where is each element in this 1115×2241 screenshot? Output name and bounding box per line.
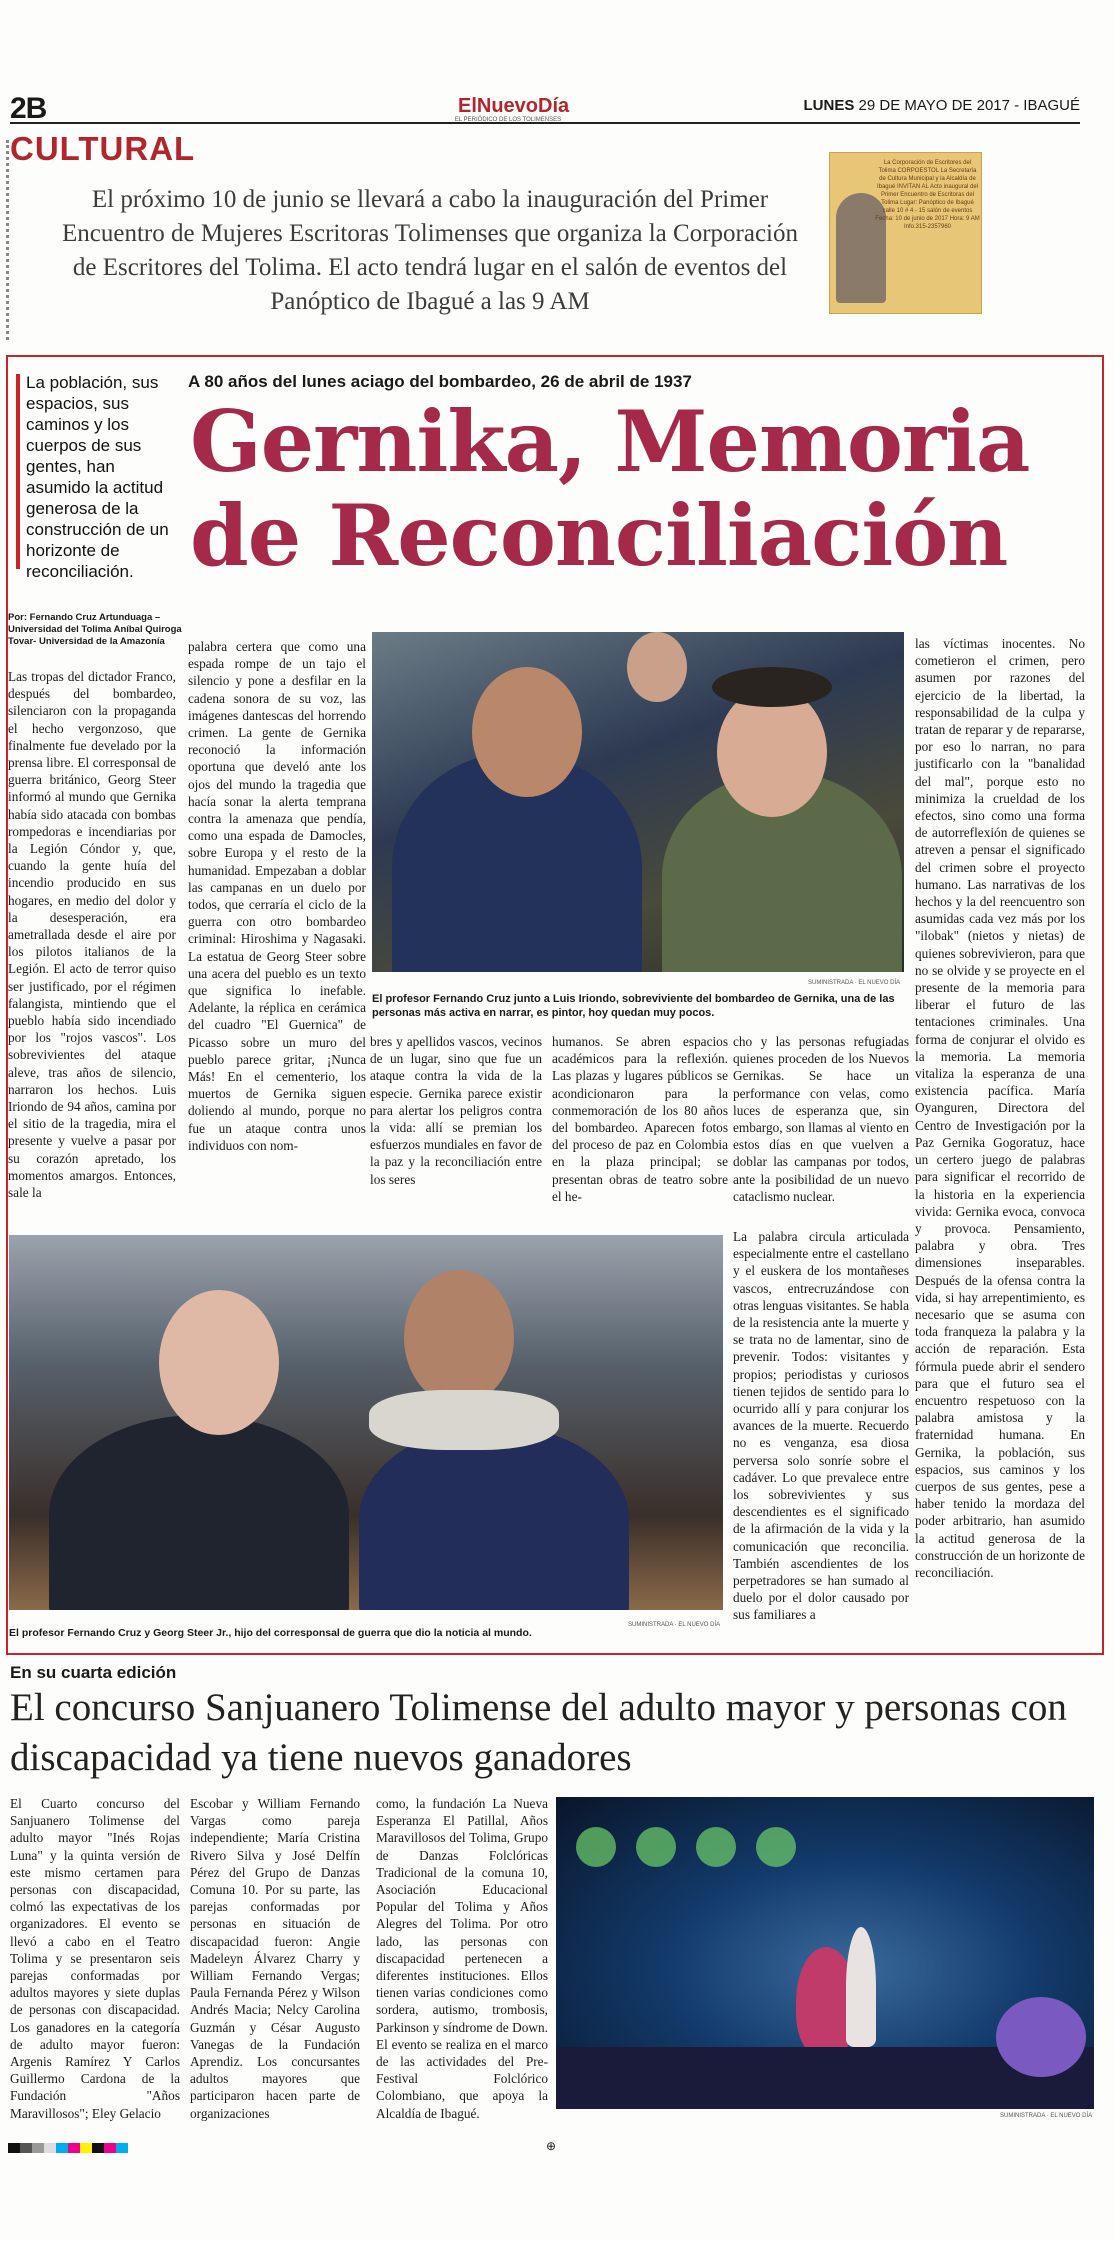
- date-rest: 29 DE MAYO DE 2017 - IBAGUÉ: [858, 97, 1080, 114]
- article-byline: Por: Fernando Cruz Artunduaga – Universidad del Tolima Aníbal Quiroga Tovar- Universidad de la Amazonía: [8, 612, 182, 647]
- issue-date: [804, 97, 1081, 114]
- article-column-6: las víctimas inocentes. No cometieron el crimen, pero asumen por razones del ejercicio de la libertad, la responsabilidad de la culpa y tratan de reparar y de repararse, por eso lo narran, no para justificarlo con la "banalidad del mal", porque esto no minimiza la crueldad de los efectos, sino como una forma de autorreflexión de quienes se atreven a pensar el significado del crimen sobre el proyecto humano. Las narrativas de los hechos y la del reencuentro son asumidas cada vez más por los "ilobak" (nietos y nietas) de quienes sobrevivieron, para que no se olvide y se proyecte en el presente de la memoria para liberar el futuro de las tentaciones criminales. Una forma de conjurar el olvido es la memoria. La memoria vitaliza la esperanza de una existencia pacífica. María Oyanguren, Directora del Centro de Investigación por la Paz Gernika Gogoratuz, hace un certero juego de palabras para significar el recorrido de la historia en la experiencia vivida: Gernika evoca, convoca y provoca. Pensamiento, palabra y obra. Tres dimensiones inseparables. Después de la ofensa contra la vida, si hay arrepentimiento, es necesario que se asuma con toda franqueza la palabra y la acción de reparación. Esta fórmula puede abrir el sendero para que el futuro sea el encuentro respetuoso con la palabra amistosa y la fraternidad humana. En Gernika, la población, sus espacios, sus caminos y los cuerpos de sus gentes, pese a haber tenido la mordaza del poder arbitrario, han asumido la actitud generosa de la construcción de un horizonte de reconciliación.: [915, 636, 1085, 1580]
- article-column-1: Las tropas del dictador Franco, después del bombardeo, silenciaron con la propaganda el hecho vergonzoso, que finalmente fue develado por la prensa libre. El corresponsal de guerra británico, Georg Steer informó al mundo que Gernika había sido atacada con bombas rompedoras e incendiarias por la Legión Cóndor y, que, cuando la gente huía del incendio producido en sus hogares, en medio del dolor y la desesperación, era ametrallada desde el aire por los pilotos italianos de la Legión. El acto de terror quiso ser justificado, por el régimen falangista, mintiendo que el pueblo había sido incendiado por los "rojos vascos". Los sobrevivientes del ataque aleve, tras años de silencio, narraron los hechos. Luis Iriondo de 94 años, camina por el sitio de la tragedia, mira el presente y vuelve a pasar por su corazón apretado, los momentos amargos. Entonces, sale la: [8, 669, 176, 1201]
- article2-kicker: En su cuarta edición: [10, 1663, 177, 1682]
- article-column-5b: La palabra circula articulada especialmente entre el castellano y el euskera de los montañeses vascos, entrecruzándose con otras lenguas visitantes. Se habla de la resistencia ante la muerte y se trata no de lamentar, sino de prevenir. Todos: visitantes y propios; periodistas y curiosos tienen tejidos de sentido para lo ocurrido allí y para conjurar los avances de la muerte. Recuerdo no es venganza, esa diosa perversa solo sonríe sobre el cadáver. Lo que prevalece entre los sobrevivientes y sus descendientes es el significado de la afirmación de la vida y la comunicación que reconcilia. También ascendientes de los perpetradores se han sumado al duelo por el dolor causado por sus familiares a: [733, 1229, 909, 1623]
- article2-column-3: como, la fundación La Nueva Esperanza El Patillal, Años Maravillosos del Tolima, Grupo de Danzas Folclóricas Tradicional de la comuna 10, Asociación Educacional Popular del Tolima y Años Alegres del Tolima. Por otro lado, las personas con discapacidad pertenecen a diferentes instituciones. Ellos tienen varias condiciones como sordera, autismo, trombosis, Parkinson y síndrome de Down. El evento se realiza en el marco de las actividades del Pre-Festival Folclórico Colombiano, que apoya la Alcaldía de Ibagué.: [376, 1796, 548, 2121]
- photo3-credit: SUMINISTRADA · EL NUEVO DÍA: [1000, 2113, 1093, 2119]
- newspaper-logo: ElNuevoDía: [458, 95, 570, 117]
- photo-cruz-steer: [9, 1235, 723, 1610]
- article-column-4: humanos. Se abren espacios académicos para la reflexión. Las plazas y lugares públicos se acondicionaron para la conmemoración de los 80 años del bombardeo. Aparecen fotos del proceso de paz en Colombia en la plaza principal; se presentan obras de teatro sobre el he-: [552, 1034, 728, 1204]
- article2-headline: El concurso Sanjuanero Tolimense del adulto mayor y personas con discapacidad ya tiene nuevos ganadores: [10, 1686, 1067, 1779]
- logo-tagline: EL PERIÓDICO DE LOS TOLIMENSES: [454, 117, 562, 123]
- photo2-credit: SUMINISTRADA · EL NUEVO DÍA: [628, 1622, 721, 1628]
- photo1-credit: SUMINISTRADA · EL NUEVO DÍA: [808, 980, 901, 986]
- photo-dance-stage: [556, 1797, 1094, 2109]
- ad-text: La Corporación de Escritores del Tolima CORPOESTOL La Secretaría de Cultura Municipal y la Alcaldía de Ibagué INVITAN AL Acto inaugural del Primer Encuentro de Escritoras del Tolima Lugar: Panóptico de Ibagué calle 10 # 4 - 15 salón de eventos Fecha: 10 de junio de 2017 Hora: 9 AM Info.315-2357960: [875, 160, 980, 230]
- article2-column-2: Escobar y William Fernando Vargas como pareja independiente; María Cristina Rivero Silva y José Delfín Pérez del Grupo de Danzas Comuna 10. Por su parte, las parejas conformadas por personas en situación de discapacidad fueron: Angie Madeleyn Álvarez Charry y William Fernando Vergas; Paula Fernanda Pérez y Wilson Andrés Macia; Nelcy Carolina Guzmán y César Augusto Vanegas de la Fundación Aprendiz. Los concursantes adultos mayores que participaron hacen parte de organizaciones: [190, 1796, 360, 2121]
- article-kicker: A 80 años del lunes aciago del bombardeo, 26 de abril de 1937: [188, 372, 692, 391]
- article-column-3: bres y apellidos vascos, vecinos de un lugar, sino que fue un ataque contra la vida de la especie. Gernika parece existir para alertar los peligros contra la vida: allí se premian los esfuerzos mundiales en favor de la paz y la reconciliación entre los seres: [370, 1034, 542, 1187]
- registration-mark-icon: ⊕: [546, 2139, 557, 2153]
- photo-cruz-iriondo: [372, 632, 904, 972]
- event-invitation-ad: [829, 152, 982, 314]
- page-number: 2B: [10, 92, 47, 125]
- lead-announcement: El próximo 10 de junio se llevará a cabo la inauguración del Primer Encuentro de Mujeres Escritoras Tolimenses que organiza la Corporación de Escritores del Tolima. El acto tendrá lugar en el salón de eventos del Panóptico de Ibagué a las 9 AM: [62, 186, 798, 315]
- photo1-caption: El profesor Fernando Cruz junto a Luis Iriondo, sobreviviente del bombardeo de Gernika, una de las personas más activa en narrar, es pintor, hoy quedan muy pocos.: [372, 993, 895, 1019]
- section-label: CULTURAL: [10, 130, 196, 167]
- photo2-caption: El profesor Fernando Cruz y Georg Steer Jr., hijo del corresponsal de guerra que dio la noticia al mundo.: [9, 1627, 532, 1639]
- article2-column-1: El Cuarto concurso del Sanjuanero Tolimense del adulto mayor "Inés Rojas Luna" y la quinta versión de este mismo certamen para personas con discapacidad, colmó las expectativas de los organizadores. El evento se llevó a cabo en el Teatro Tolima y se presentaron seis parejas conformadas por adultos mayores y siete duplas de personas con discapacidad. Los ganadores en la categoría de adulto mayor fueron: Argenis Ramírez Y Carlos Guillermo Cardona de la Fundación "Años Maravillosos"; Eley Gelacio: [10, 1796, 180, 2121]
- article-column-5: cho y las personas refugiadas quienes proceden de los Nuevos Gernikas. Se hace un performance con velas, como luces de esperanza que, sin embargo, son llamas al viento en estos días en que vuelven a doblar las campanas por todos, ante la posibilidad de un nuevo cataclismo nuclear.: [733, 1034, 909, 1204]
- article-headline: Gernika, Memoria de Reconciliación: [190, 392, 1030, 585]
- pullquote-bar: [16, 374, 20, 569]
- article-column-2: palabra certera que como una espada rompe de un tajo el silencio y pone a desfilar en la cadena sonora de su voz, las imágenes dantescas del horrendo crimen. La gente de Gernika reconoció la información oportuna que develó ante los ojos del mundo la tragedia que hacía sonar la alerta temprana contra la amenaza que pendía, como una espada de Damocles, sobre Europa y el resto de la humanidad. Empezaban a doblar las campanas en un duelo por todos, que cerraría el ciclo de la guerra con otro bombardeo criminal: Hiroshima y Nagasaki. La estatua de Georg Steer sobre una acera del pueblo es un texto que significa lo inefable. Adelante, la réplica en cerámica del cuadro "El Guernica" de Picasso sobre un muro del pueblo parece gritar, ¡Nunca Más! En el cementerio, los muertos de Gernika siguen doliendo al mundo, porque no fue un ataque contra unos individuos con nom-: [188, 639, 366, 1153]
- perforation-edge: [6, 140, 9, 340]
- date-day: LUNES: [803, 97, 855, 114]
- pullquote: La población, sus espacios, sus caminos y los cuerpos de sus gentes, han asumido la actitud generosa de la construcción de un horizonte de reconciliación.: [26, 373, 169, 581]
